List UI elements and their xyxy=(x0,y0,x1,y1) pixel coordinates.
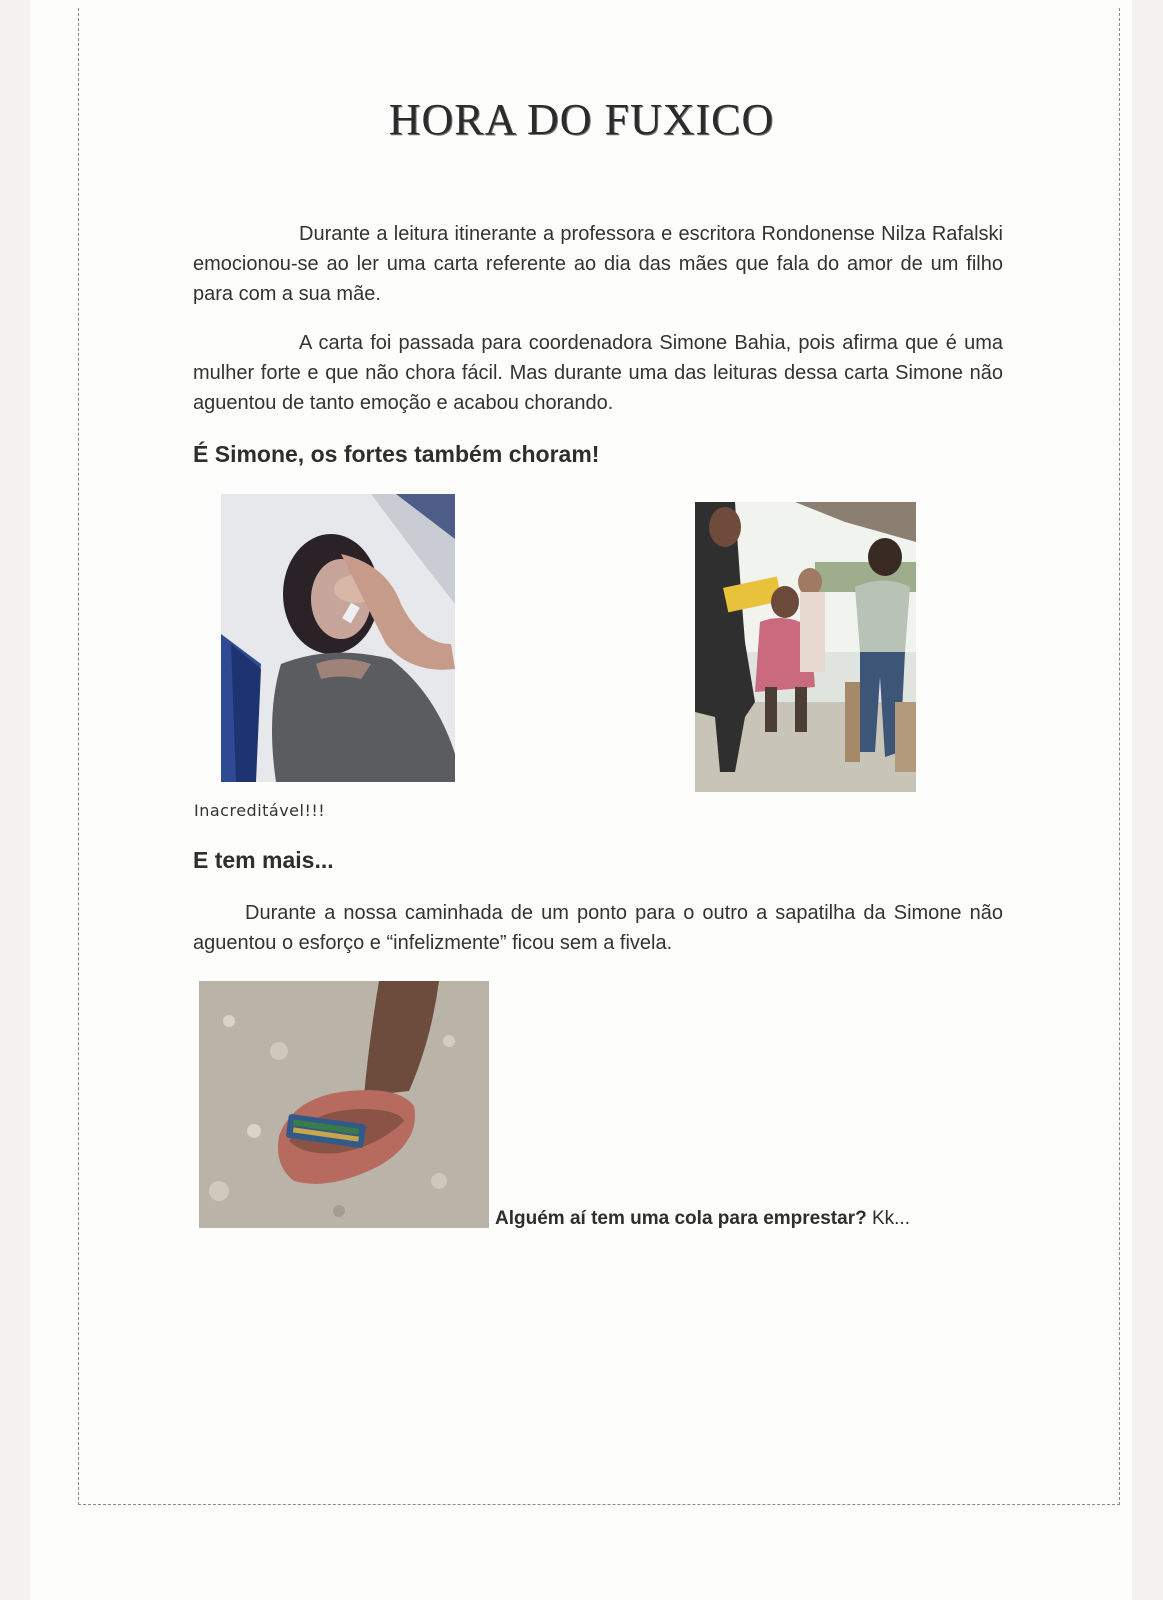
caption-inacreditavel: Inacreditável!!! xyxy=(194,801,326,820)
caption-cola-regular: Kk... xyxy=(866,1208,910,1229)
heading-tem-mais: E tem mais... xyxy=(193,847,334,873)
paragraph-3: Durante a nossa caminhada de um ponto para o outro a sapatilha da Simone não aguentou o esforço e “infelizmente” ficou sem a fivela. xyxy=(193,902,1003,954)
photo-shoe-missing-buckle xyxy=(199,981,489,1228)
photo-group-reading-letter xyxy=(695,502,916,792)
caption-cola-bold: Alguém aí tem uma cola para emprestar? xyxy=(495,1208,867,1229)
paragraph-2: A carta foi passada para coordenadora Simone Bahia, pois afirma que é uma mulher forte e que não chora fácil. Mas durante uma das leituras dessa carta Simone não aguentou de tanto emoção e acabou chorando. xyxy=(193,332,1003,414)
page-title: HORA DO FUXICO xyxy=(388,95,775,144)
heading-simone: É Simone, os fortes também choram! xyxy=(193,441,600,467)
caption-cola xyxy=(495,1208,910,1230)
photo-woman-covering-face xyxy=(221,494,455,782)
paragraph-1: Durante a leitura itinerante a professora e escritora Rondonense Nilza Rafalski emocionou-se ao ler uma carta referente ao dia das mães que fala do amor de um filho para com a sua mãe. xyxy=(193,223,1003,305)
